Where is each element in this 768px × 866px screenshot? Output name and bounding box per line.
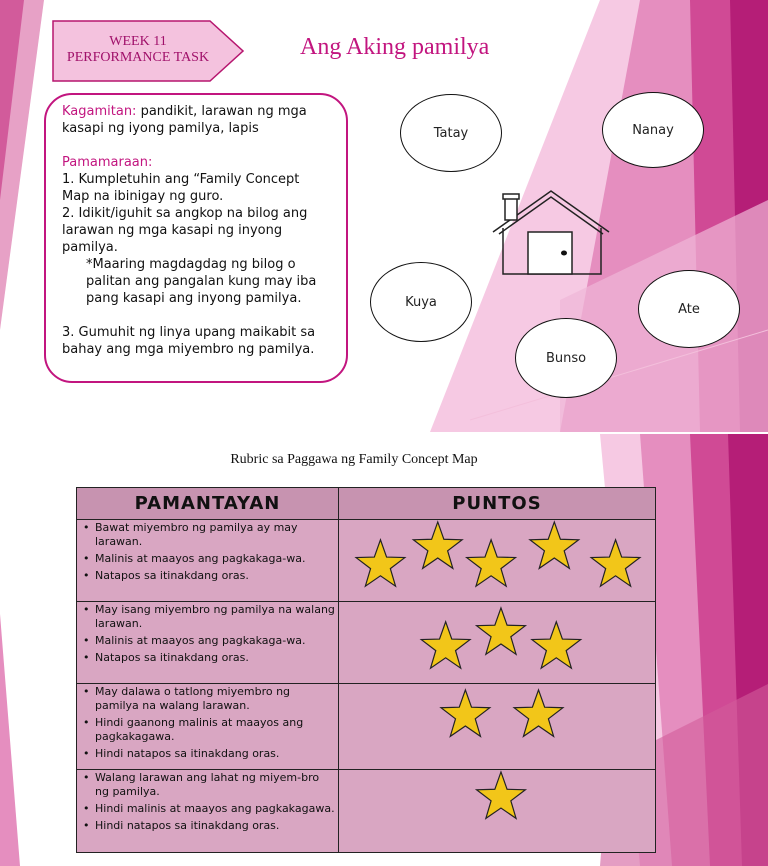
list-item: • May dalawa o tatlong miyembro ng pamilya na walang larawan.	[81, 685, 336, 713]
house-icon	[490, 188, 612, 276]
header-puntos: PUNTOS	[338, 488, 655, 520]
star-icon	[530, 522, 579, 568]
points-cell	[338, 520, 655, 602]
star-icon	[356, 540, 405, 586]
list-item: • Hindi gaanong malinis at maayos ang pagkakagawa.	[81, 716, 336, 744]
rubric-slide	[0, 434, 768, 866]
list-item: • Natapos sa itinakdang oras.	[81, 569, 336, 583]
criteria-cell	[77, 684, 339, 770]
rating-stars-5	[339, 520, 657, 601]
rating-stars-2	[339, 684, 657, 769]
header-pamantayan: PAMANTAYAN	[77, 488, 339, 520]
list-item: • Malinis at maayos ang pagkakaga-wa.	[81, 634, 336, 648]
star-icon	[467, 540, 516, 586]
task-type: PERFORMANCE TASK	[66, 50, 210, 65]
list-item: • Bawat miyembro ng pamilya ay may larawan.	[81, 521, 336, 549]
materials-label: Kagamitan:	[62, 104, 137, 119]
table-row	[77, 520, 656, 602]
procedure-label: Pamamaraan:	[62, 155, 153, 170]
rubric-table	[76, 487, 656, 853]
rating-stars-3	[339, 602, 657, 683]
table-row	[77, 770, 656, 853]
criteria-cell	[77, 602, 339, 684]
week-label	[58, 34, 218, 66]
step-note: *Maaring magdagdag ng bilog o palitan ang pangalan kung may iba pang kasapi ang inyong pamilya.	[86, 257, 317, 306]
list-item: • Hindi natapos sa itinakdang oras.	[81, 747, 336, 761]
star-icon	[514, 690, 563, 736]
star-icon	[477, 772, 526, 818]
list-item: • Malinis at maayos ang pagkakaga-wa.	[81, 552, 336, 566]
materials-line	[62, 103, 330, 137]
criteria-cell	[77, 770, 339, 853]
step-2: 2. Idikit/iguhit sa angkop na bilog ang larawan ng mga kasapi ng inyong pamilya.	[62, 206, 308, 255]
points-cell	[338, 684, 655, 770]
kuya-circle: Kuya	[370, 262, 472, 342]
points-cell	[338, 602, 655, 684]
list-item: • Natapos sa itinakdang oras.	[81, 651, 336, 665]
family-map-slide	[0, 0, 768, 432]
table-row	[77, 602, 656, 684]
nanay-circle: Nanay	[602, 92, 704, 168]
star-icon	[413, 522, 462, 568]
star-icon	[441, 690, 490, 736]
table-row	[77, 684, 656, 770]
step-1: 1. Kumpletuhin ang “Family Concept Map na ibinigay ng guro.	[62, 172, 300, 204]
criteria-cell	[77, 520, 339, 602]
step-3: 3. Gumuhit ng linya upang maikabit sa bahay ang mga miyembro ng pamilya.	[62, 325, 316, 357]
points-cell	[338, 770, 655, 853]
list-item: • Walang larawan ang lahat ng miyem-bro ng pamilya.	[81, 771, 336, 799]
instructions-box	[44, 93, 348, 383]
star-icon	[421, 622, 470, 668]
week-number: WEEK 11	[109, 34, 167, 49]
star-icon	[477, 608, 526, 654]
list-item: • May isang miyembro ng pamilya na walang larawan.	[81, 603, 336, 631]
rubric-title: Rubric sa Paggawa ng Family Concept Map	[230, 452, 478, 467]
materials-text: pandikit, larawan ng mga kasapi ng iyong pamilya, lapis	[62, 104, 307, 136]
tatay-circle: Tatay	[400, 94, 502, 172]
bunso-circle: Bunso	[515, 318, 617, 398]
rating-stars-1	[339, 770, 657, 852]
star-icon	[591, 540, 640, 586]
list-item: • Hindi natapos sa itinakdang oras.	[81, 819, 336, 833]
list-item: • Hindi malinis at maayos ang pagkakagawa.	[81, 802, 336, 816]
slide1-title: Ang Aking pamilya	[300, 34, 490, 60]
rubric-header-row	[77, 488, 656, 520]
ate-circle: Ate	[638, 270, 740, 348]
star-icon	[532, 622, 581, 668]
